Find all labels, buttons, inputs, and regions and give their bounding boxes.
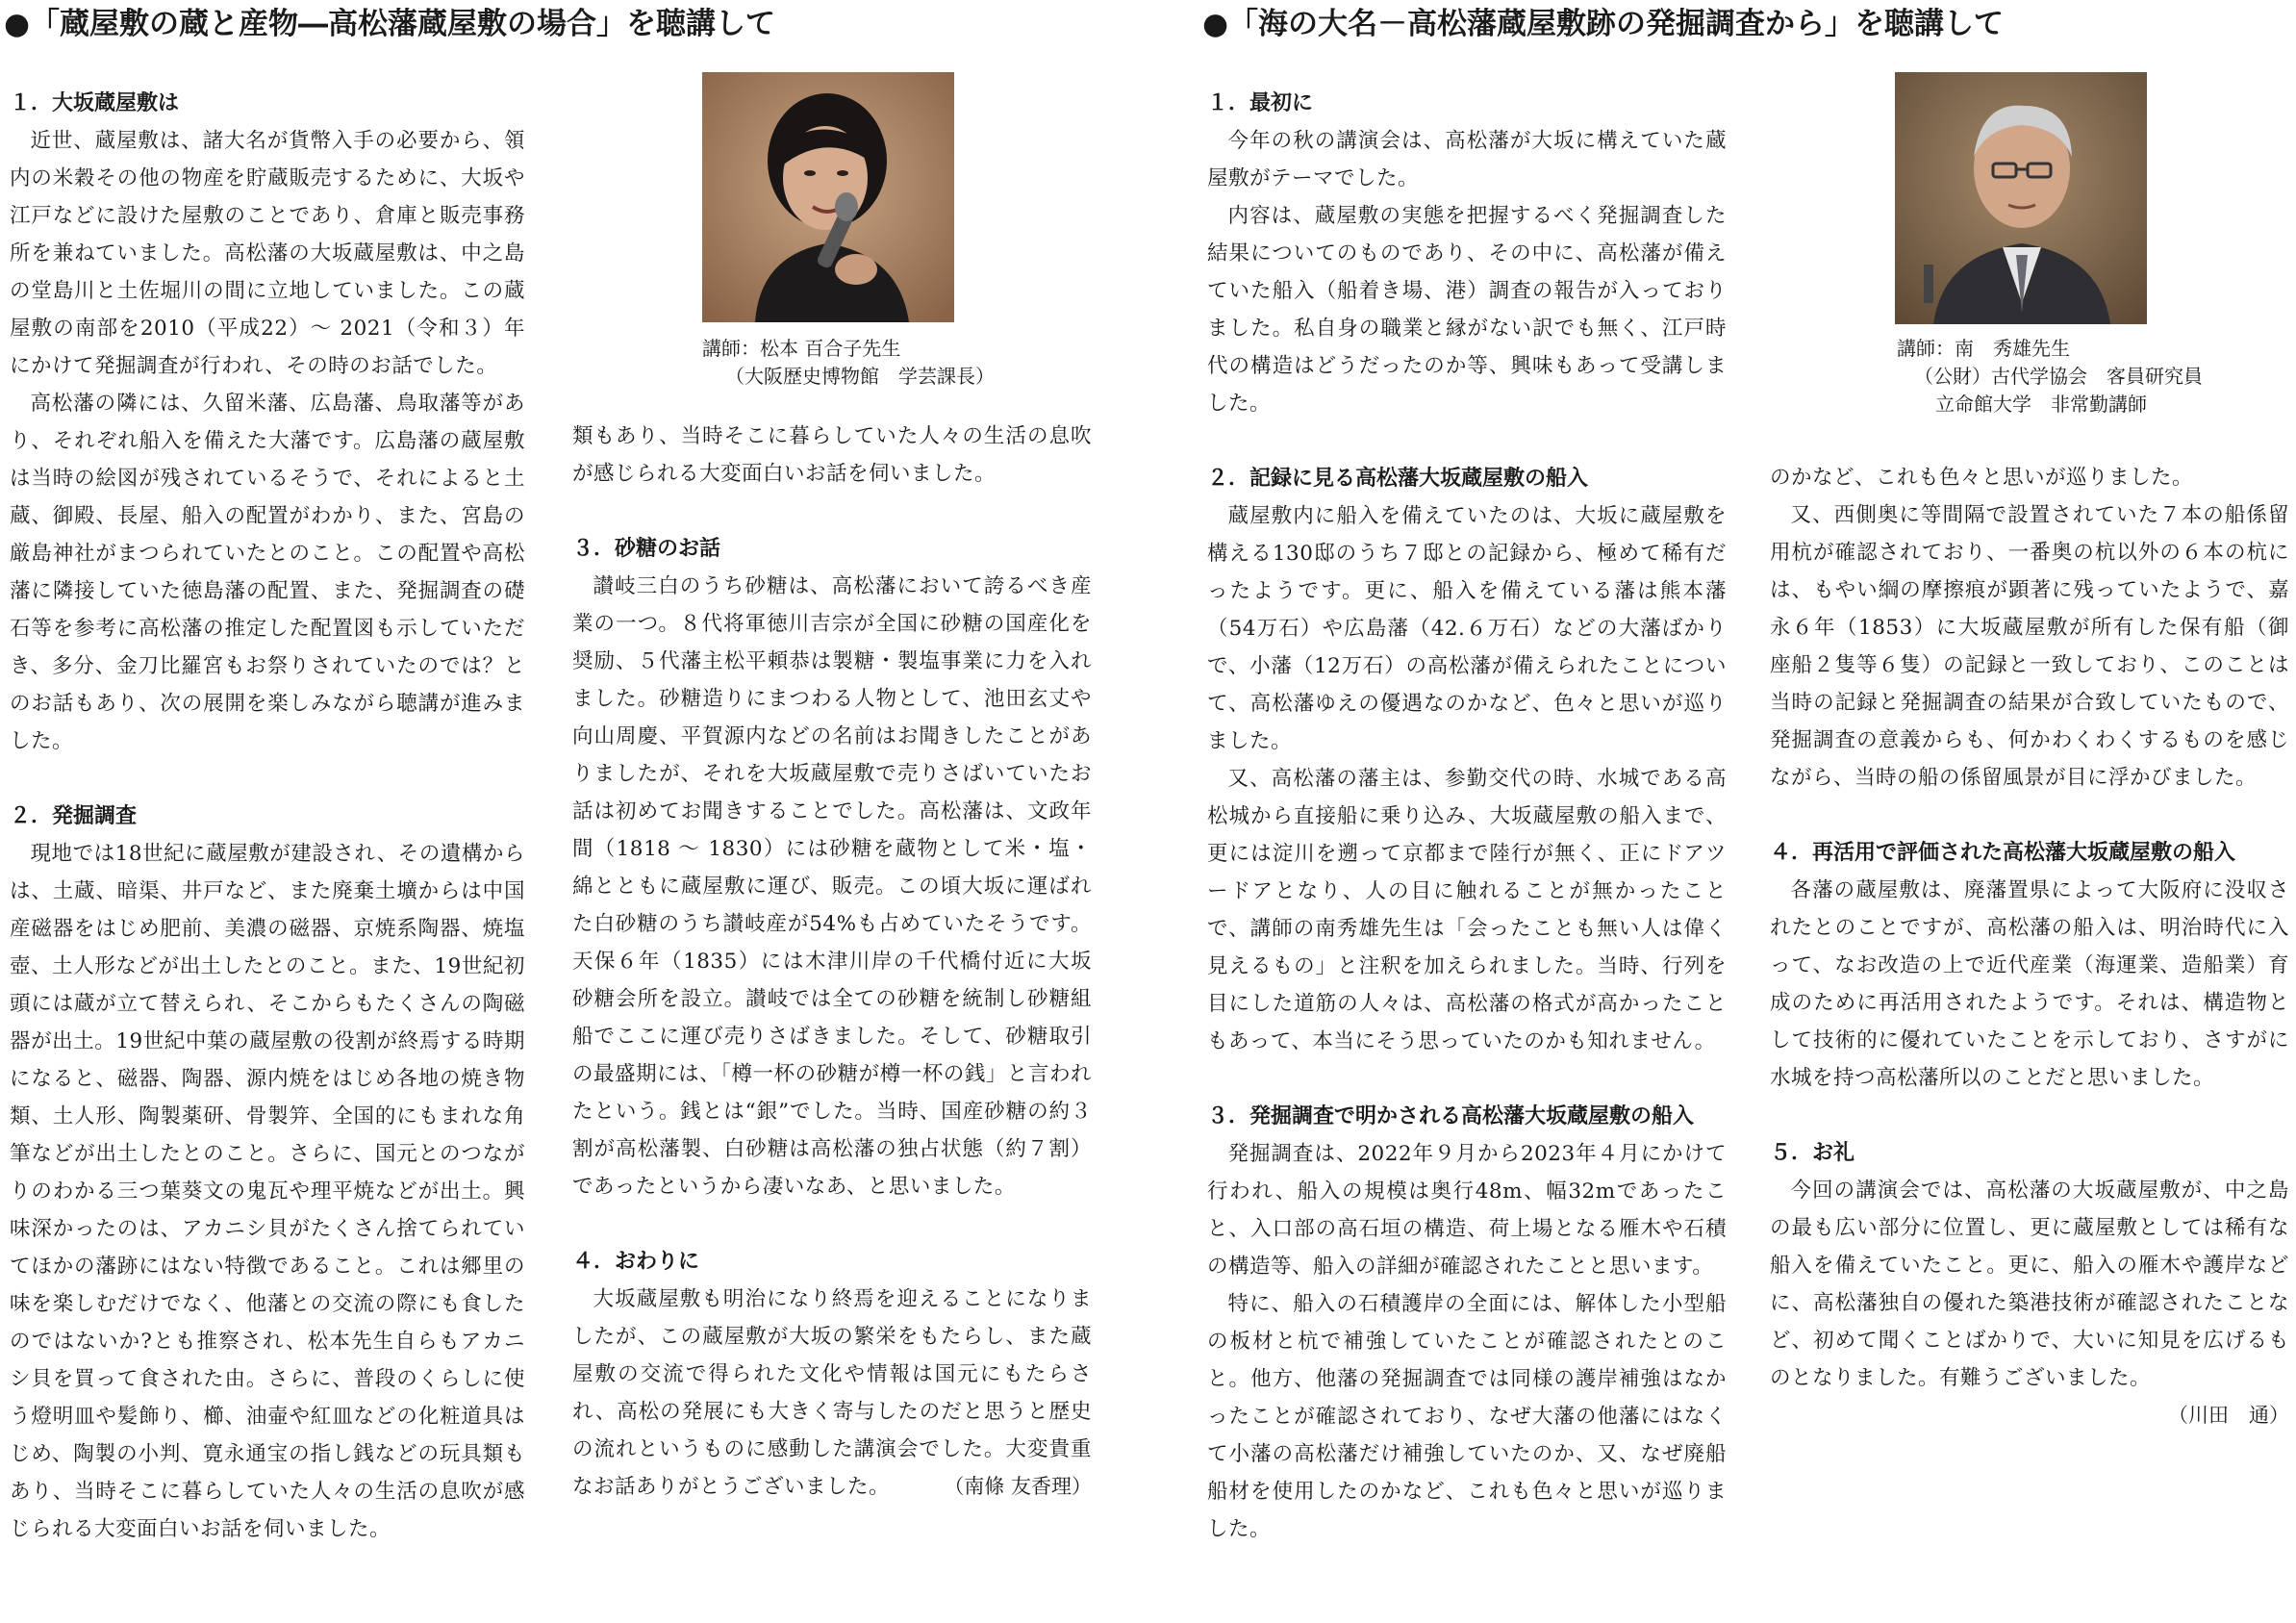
section-title: ４．おわりに [572,1250,700,1274]
speaker-photo-matsumoto [702,72,954,322]
speaker-caption-line3: 立命館大学 非常勤講師 [1935,393,2147,416]
author-signature: （南條 友香理） [944,1475,1092,1498]
section-title: ３．発掘調査で明かされる高松藩大坂蔵屋敷の船入 [1207,1104,1695,1128]
paragraph-continued: 類もあり、当時そこに暮らしていた人々の生活の息吹が感じられる大変面白いお話を伺いました。 [572,424,1092,486]
author-signature: （川田 通） [2168,1404,2289,1427]
section-title: ５．お礼 [1770,1141,1855,1165]
right-article-column-2 [1770,459,2289,1434]
speaker-caption-line1: 講師：松本 百合子先生 [702,337,901,360]
portrait-man-in-suit-icon [1895,72,2147,324]
paragraph: 特に、船入の石積護岸の全面には、解体した小型船の板材と杭で補強していたことが確認されたとのこと。他方、他藩の発掘調査では同様の護岸補強はなかったことが確認されており、なぜ大藩の他藩にはなくて小藩の高松藩だけ補強していたのか、又、なぜ廃船船材を使用したのかなど、これも色々と思いが巡りました。 [1207,1292,1727,1541]
speaker-caption-matsumoto [673,335,1000,391]
paragraph: 内容は、蔵屋敷の実態を把握するべく発掘調査した結果についてのものであり、その中に、高松藩が備えていた船入（船着き場、港）調査の報告が入っておりました。私自身の職業と縁がない訳でも無く、江戸時代の構造はどうだったのか等、興味もあって受講しました。 [1207,204,1727,416]
right-article-column-1 [1207,85,1727,1623]
left-article-column-2 [572,418,1092,1506]
paragraph: 各藩の蔵屋敷は、廃藩置県によって大阪府に没収されたとのことですが、高松藩の船入は、明治時代に入って、なお改造の上で近代産業（海運業、造船業）育成のために再活用されたようです。それは、構造物として技術的に優れていたことを示しており、さすがに水城を持つ高松藩所以のことだと思いました。 [1770,878,2289,1090]
paragraph: 蔵屋敷内に船入を備えていたのは、大坂に蔵屋敷を構える130邸のうち７邸との記録から、極めて稀有だったようです。更に、船入を備えている藩は熊本藩（54万石）や広島藩（42.６万石）などの大藩ばかりで、小藩（12万石）の高松藩が備えられたことについて、高松藩ゆえの優遇なのかなど、色々と思いが巡りました。 [1207,504,1727,753]
speaker-caption-line2: （大阪歴史博物館 学芸課長） [725,365,995,388]
speaker-caption-line1: 講師：南 秀雄先生 [1897,337,2070,360]
paragraph-continued: のかなど、これも色々と思いが巡りました。 [1770,466,2194,490]
paragraph: 又、西側奥に等間隔で設置されていた７本の船係留用杭が確認されており、一番奥の杭以外の６本の杭には、もやい綱の摩擦痕が顕著に残っていたようで、嘉永６年（1853）に大坂蔵屋敷が所有した保有船（御座船２隻等６隻）の記録と一致しており、このことは当時の記録と発掘調査の結果が合致していたもので、発掘調査の意義からも、何かわくわくするものを感じながら、当時の船の係留風景が目に浮かびました。 [1770,503,2289,790]
paragraph: 発掘調査は、2022年９月から2023年４月にかけて行われ、船入の規模は奥行48m、幅32mであったこと、入口部の高石垣の構造、荷上場となる雁木や石積の構造等、船入の詳細が確認されたことと思います。 [1207,1142,1727,1279]
speaker-photo-minami [1895,72,2147,324]
speaker-caption-minami [1885,335,2212,418]
paragraph: 高松藩の隣には、久留米藩、広島藩、鳥取藩等があり、それぞれ船入を備えた大藩です。広島藩の蔵屋敷は当時の絵図が残されているそうで、それによると土蔵、御殿、長屋、船入の配置がわかり、また、宮島の厳島神社がまつられていたとのこと。この配置や高松藩に隣接していた徳島藩の配置、また、発掘調査の礎石等を参考に高松藩の推定した配置図も示していただき、多分、金刀比羅宮もお祭りされていたのでは？とのお話もあり、次の展開を楽しみながら聴講が進みました。 [10,392,525,753]
section-title: ２．発掘調査 [10,804,138,828]
left-article-heading: ●「蔵屋敷の蔵と産物―高松藩蔵屋敷の場合」を聴講して [4,7,776,41]
paragraph: 又、高松藩の藩主は、参勤交代の時、水城である高松城から直接船に乗り込み、大坂蔵屋敷の船入まで、更には淀川を遡って京都まで陸行が無く、正にドアツードアとなり、人の目に触れることが無かったことで、講師の南秀雄先生は「会ったことも無い人は偉く見えるもの」と注釈を加えられました。当時、行列を目にした道筋の人々は、高松藩の格式が高かったこともあって、本当にそう思っていたのかも知れません。 [1207,767,1727,1053]
portrait-woman-with-microphone-icon [702,72,954,322]
section-title: １．大坂蔵屋敷は [10,91,180,115]
speaker-caption-line2: （公財）古代学協会 客員研究員 [1914,365,2203,388]
section-title: ３．砂糖のお話 [572,537,721,561]
right-article-heading: ●「海の大名－高松藩蔵屋敷跡の発掘調査から」を聴講して [1202,7,2005,41]
section-title: ２．記録に見る高松藩大坂蔵屋敷の船入 [1207,467,1589,491]
paragraph: 今回の講演会では、高松藩の大坂蔵屋敷が、中之島の最も広い部分に位置し、更に蔵屋敷としては稀有な船入を備えていたこと。更に、船入の雁木や護岸などに、高松藩独自の優れた築港技術が確認されたことなど、初めて聞くことばかりで、大いに知見を広げるものとなりました。有難うございました。 [1770,1179,2289,1390]
paragraph: 大坂蔵屋敷も明治になり終焉を迎えることになりましたが、この蔵屋敷が大坂の繁栄をもたらし、また蔵屋敷の交流で得られた文化や情報は国元にもたらされ、高松の発展にも大きく寄与したのだと思うと歴史の流れというものに感動した講演会でした。大変貴重なお話ありがとうございました。 [572,1287,1092,1499]
section-title: ４．再活用で評価された高松藩大坂蔵屋敷の船入 [1770,841,2236,865]
paragraph: 讃岐三白のうち砂糖は、高松藩において誇るべき産業の一つ。８代将軍徳川吉宗が全国に砂糖の国産化を奨励、５代藩主松平頼恭は製糖・製塩事業に力を入れました。砂糖造りにまつわる人物として、池田玄丈や向山周慶、平賀源内などの名前はお聞きしたことがありましたが、それを大坂蔵屋敷で売りさばいていたお話は初めてお聞きすることでした。高松藩は、文政年間（1818 ～ 1830）には砂糖を蔵物として米・塩・綿とともに蔵屋敷に運び、販売。この頃大坂に運ばれた白砂糖のうち讃岐産が54%も占めていたそうです。天保６年（1835）には木津川岸の千代橋付近に大坂砂糖会所を設立。讃岐では全ての砂糖を統制し砂糖組船でここに運び売りさばきました。そして、砂糖取引の最盛期には、「樽一杯の砂糖が樽一杯の銭」と言われたという。銭とは“銀”でした。当時、国産砂糖の約３割が高松藩製、白砂糖は高松藩の独占状態（約７割）であったというから凄いなあ、と思いました。 [572,574,1092,1199]
left-article-column-1 [10,85,525,1585]
paragraph: 近世、蔵屋敷は、諸大名が貨幣入手の必要から、領内の米穀その他の物産を貯蔵販売するために、大坂や江戸などに設けた屋敷のことであり、倉庫と販売事務所を兼ねていました。高松藩の大坂蔵屋敷は、中之島の堂島川と土佐堀川の間に立地していました。この蔵屋敷の南部を2010（平成22）～ 2021（令和３）年にかけて発掘調査が行われ、その時のお話でした。 [10,129,525,378]
paragraph: 今年の秋の講演会は、高松藩が大坂に構えていた蔵屋敷がテーマでした。 [1207,129,1727,190]
paragraph: 現地では18世紀に蔵屋敷が建設され、その遺構からは、土蔵、暗渠、井戸など、また廃棄土壙からは中国産磁器をはじめ肥前、美濃の磁器、京焼系陶器、焼塩壺、土人形などが出土したとのこと。また、19世紀初頭には蔵が立て替えられ、そこからもたくさんの陶磁器が出土。19世紀中葉の蔵屋敷の役割が終焉する時期になると、磁器、陶器、源内焼をはじめ各地の焼き物類、土人形、陶製薬研、骨製笄、全国的にもまれな角筆などが出土したとのこと。さらに、国元とのつながりのわかる三つ葉葵文の鬼瓦や理平焼などが出土。興味深かったのは、アカニシ貝がたくさん捨てられていてほかの藩跡にはない特徴であること。これは郷里の味を楽しむだけでなく、他藩との交流の際にも食したのではないか?とも推察され、松本先生自らもアカニシ貝を買って食された由。さらに、普段のくらしに使う燈明皿や髪飾り、櫛、油壷や紅皿などの化粧道具はじめ、陶製の小判、寛永通宝の指し銭などの玩具類もあり、当時そこに暮らしていた人々の生活の息吹が感じられる大変面白いお話を伺いました。 [10,842,525,1541]
section-title: １．最初に [1207,91,1314,115]
